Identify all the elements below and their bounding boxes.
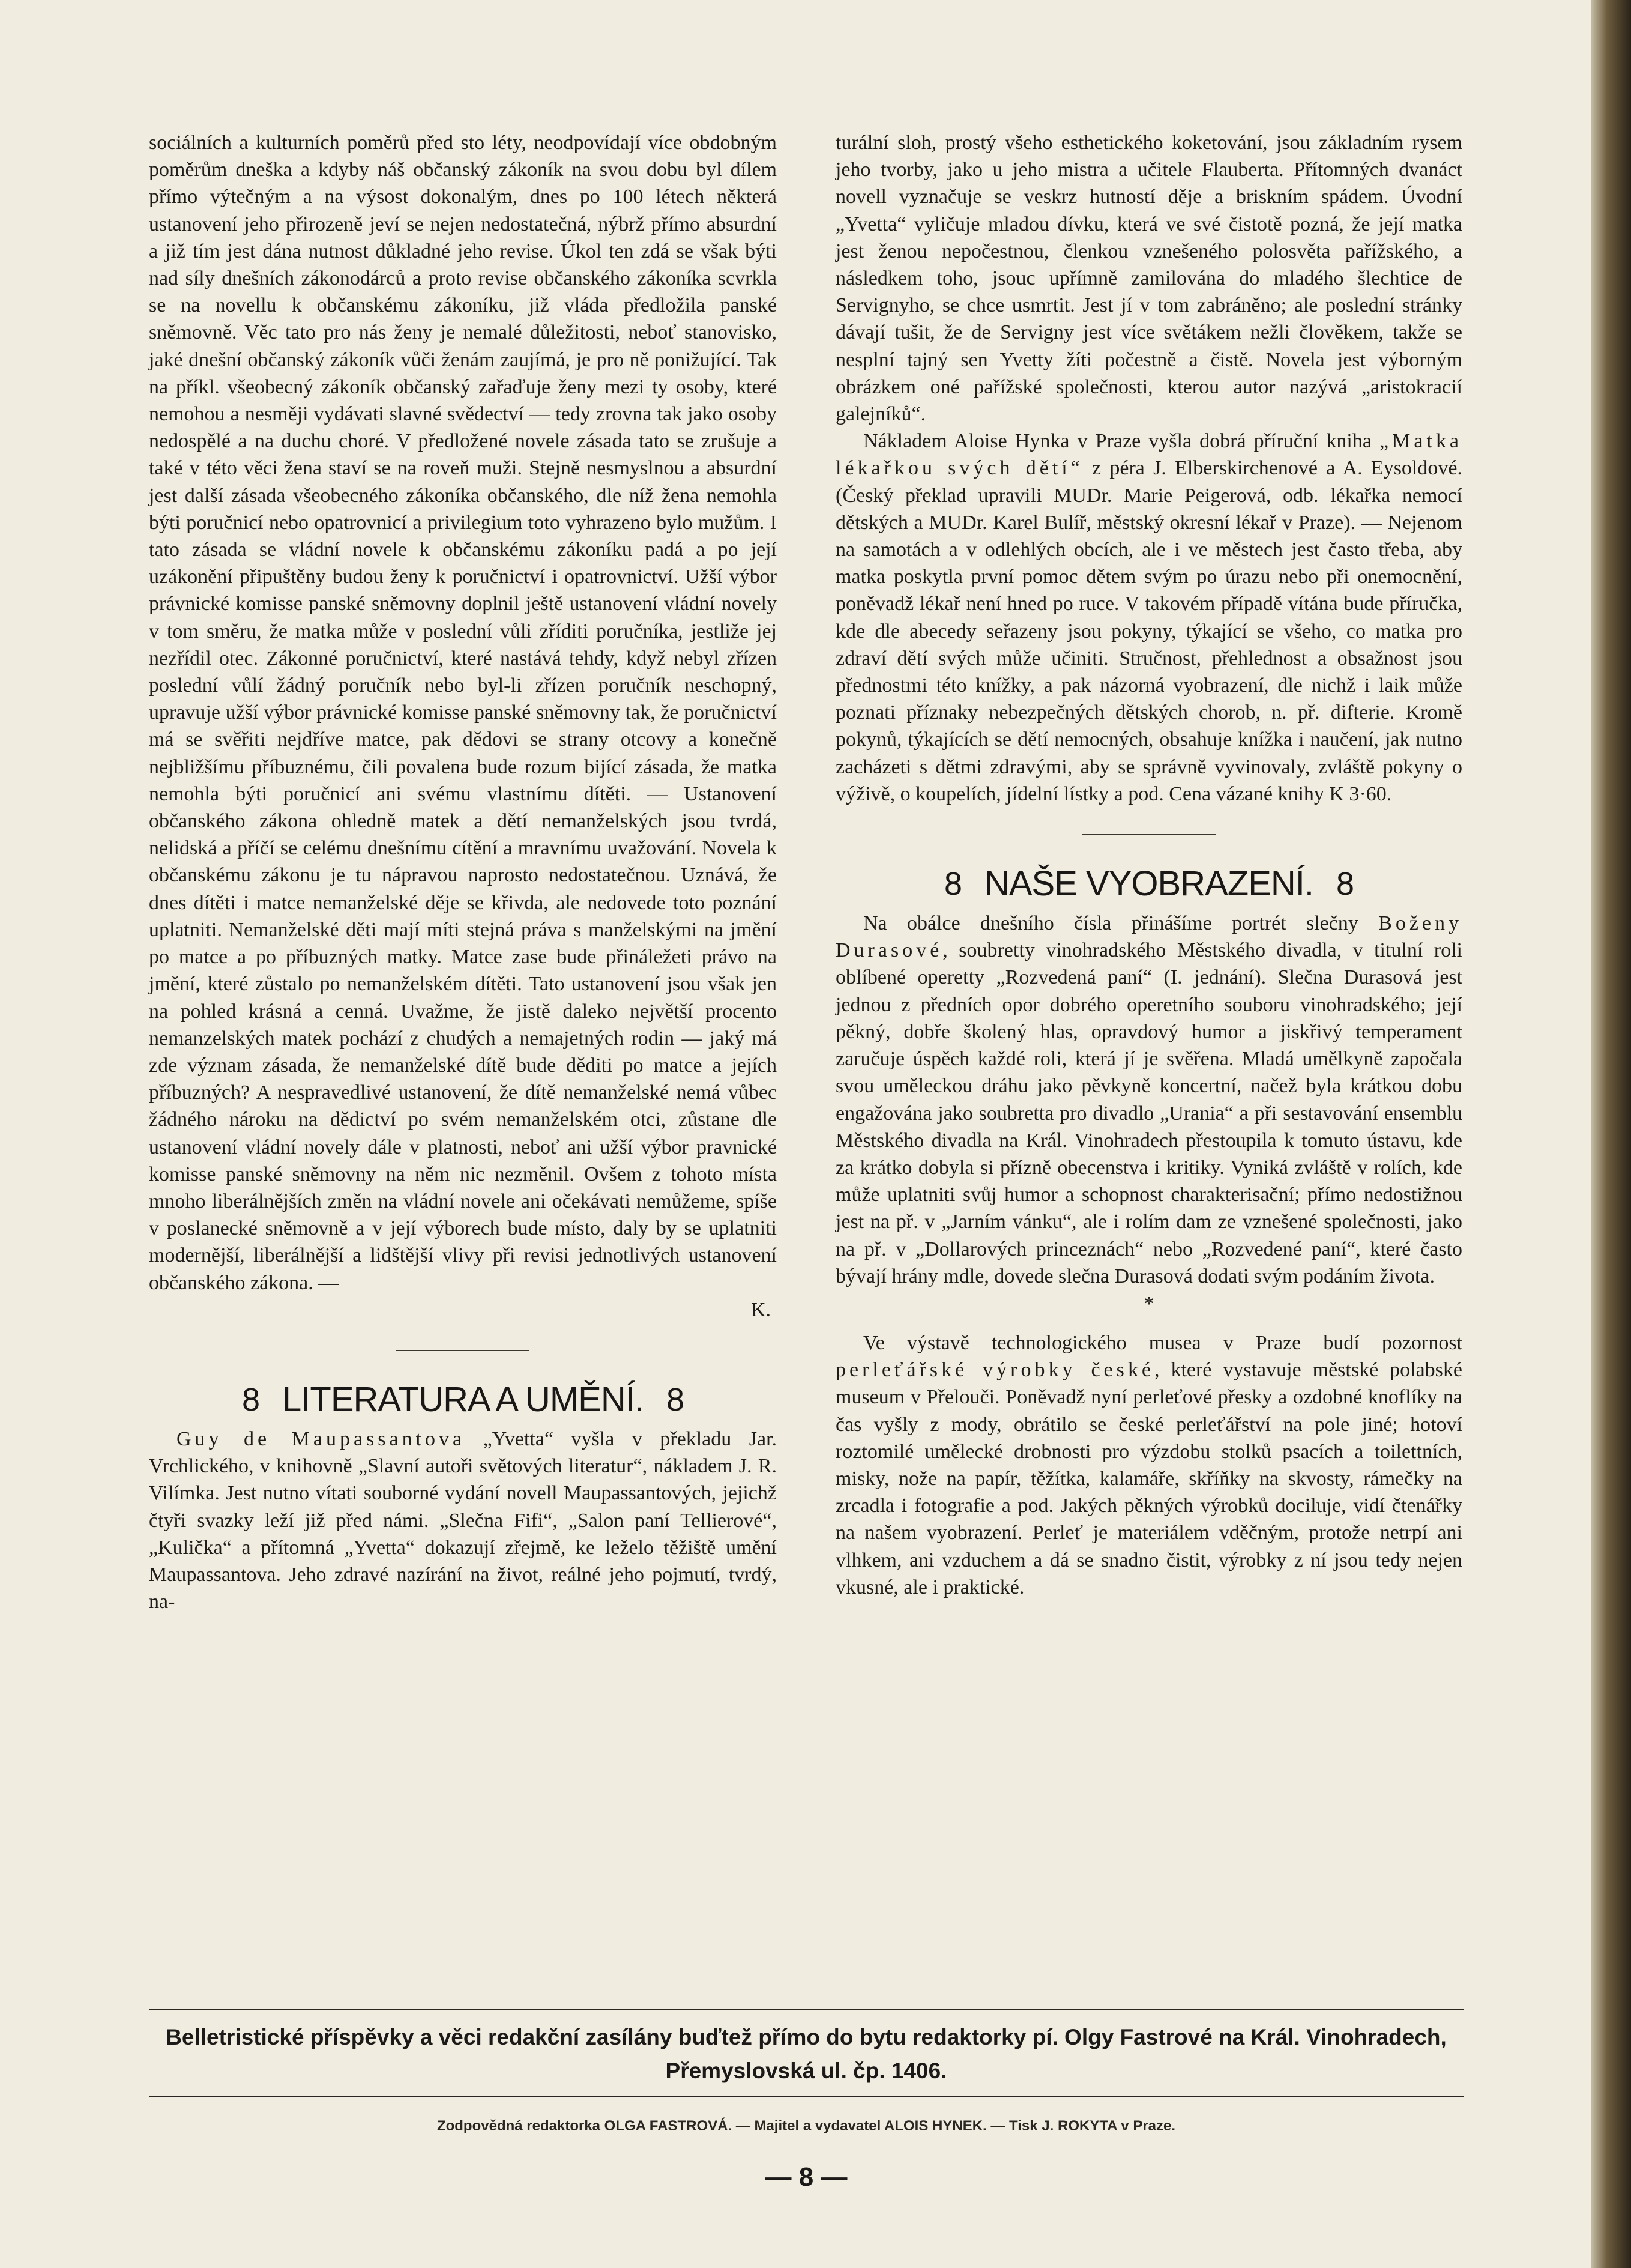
book-spine-edge — [1591, 0, 1631, 2268]
exhibit-title: perleťářské výrobky české — [836, 1359, 1154, 1382]
footer-rule-bottom — [149, 2096, 1464, 2097]
ornament-icon: 8 — [1336, 866, 1354, 903]
article-signature: K. — [750, 1298, 771, 1321]
museum-exhibit-paragraph — [836, 1329, 1462, 1601]
actress-name: Boženy Durasové — [836, 912, 1462, 962]
museum-exhibit-text: Ve výstavě technologického musea v Praze budí pozornost — [863, 1331, 1462, 1354]
book-review-paragraph — [836, 428, 1462, 808]
editorial-notice: Belletristické příspěvky a věci redakční zasílány buďtež přímo do bytu redaktorky pí. Olgy Fastrové na Král. Vinohradech, Přemyslovská ul. čp. 1406. — [166, 2025, 1447, 2083]
section-divider — [1082, 834, 1216, 835]
section-heading-literature — [149, 1379, 777, 1421]
museum-exhibit-text: , které vystavuje městské polabské museum v Přelouči. Poněvadž nyní perleťové přesky a ozdobné knoflíky na čas vyšly z mody, obrátilo se české perleťářství na pole jiné; hotoví roztomilé umělecké drobnosti pro výzdobu stolků psacích a toilettních, misky, nože na papír, těžítka, kalamáře, skříňky na skvosty, rámečky na zrcadla i fotografie a pod. Jakých pěkných výrobků dociluje, vidí čtenářky na našem vyobrazení. Perleť je materiálem vděčným, protože netrpí ani vlhkem, ani vzduchem a dá se snadno čistit, výrobky z ní jsou tedy nejen vkusné, ale i praktické. — [836, 1359, 1463, 1598]
publisher-imprint: Zodpovědná redaktorka OLGA FASTROVÁ. — Majitel a vydavatel ALOIS HYNEK. — Tisk J. ROKYTA v Praze. — [436, 2118, 1176, 2134]
left-column — [149, 129, 777, 1615]
section-heading-text: NAŠE VYOBRAZENÍ. — [984, 864, 1314, 904]
literature-review-continued: turální sloh, prostý všeho esthetického koketování, jsou základním rysem jeho tvorby, jako u jeho mistra a učitele Flauberta. Přítomných dvanáct novell vyznačuje se veskrz hutností děje a briskním spádem. Úvodní „Yvetta“ vyličuje mladou dívku, která ve své čistotě pozná, že její matka jest ženou nepočestnou, členkou vznešeného polosvěta pařížského, a následkem toho, jsouc upřímně zamilována do mladého šlechtice de Servignyho, se chce usmrtit. Jest jí v tom zabráněno; ale poslední stránky dávají tušit, že de Servigny jest více světákem nežli člověkem, takže se nesplní tajný sen Yvetty žíti počestně a čistě. Novela jest výborným obrázkem oné pařížské společnosti, kterou autor nazývá „aristokracií galejníků“. — [836, 132, 1462, 426]
right-column — [836, 129, 1462, 1601]
section-divider — [396, 1350, 529, 1351]
book-review-text: z péra J. Elberskirchenové a A. Eysoldové. (Český překlad upravili MUDr. Marie Peigerová, odb. lékařka nemocí dětských a MUDr. Karel Bulíř, městský okresní lékař v Praze). — Nejenom na samotách a v odlehlých obcích, ale i ve městech jest často třeba, aby matka poskytla první pomoc dětem svým po úrazu nebo při onemocnění, poněvadž lékař není hned po ruce. V takovém případě vítána bude příručka, kde dle abecedy seřazeny jsou pokyny, týkající se všeho, co matka pro zdraví dětí svých může učiniti. Stručnost, přehlednost a obsažnost jsou přednostmi této knížky, a pak názorná vyobrazení, dle nichž i laik může poznati příznaky nebezpečných dětských chorob, n. př. difterie. Kromě pokynů, týkajících se dětí nemocných, obsahuje knížka i naučení, jak nutno zacházeti s dětmi zdravými, aby se správně vyvinovaly, zvláště pokyny o výživě, o koupelích, jídelní lístky a pod. Cena vázané knihy K 3·60. — [836, 457, 1462, 805]
ornament-icon: 8 — [241, 1381, 260, 1418]
author-name: Guy de Maupassantova — [176, 1427, 466, 1450]
book-title: „Matka lékařkou svých dětí“ — [836, 430, 1462, 480]
ornament-icon: 8 — [944, 866, 962, 903]
literature-review-text: „Yvetta“ vyšla v překladu Jar. Vrchlického, v knihovně „Slavní autoři světových literatur“, nákladem J. R. Vilímka. Jest nutno vítati souborné vydání novell Maupassantových, jejichž čtyři svazky leží již před námi. „Slečna Fifi“, „Salon paní Tellierové“, „Kulička“ a přítomná „Yvetta“ dokazují zřejmě, ke leželo těžiště umění Maupassantova. Jeho zdravé nazírání na život, reálné jeho pojmutí, tvrdý, na- — [149, 1427, 777, 1613]
footer-rule-top — [149, 2009, 1464, 2010]
cover-portrait-text: , soubretty vinohradského Městského divadla, v titulní roli oblíbené operetty „Rozvedená paní“ (I. jednání). Slečna Durasová jest jednou z předních opor dobrého operetního souboru vinohradského; její pěkný, dobře školený hlas, opravdový humor a jiskřivý temperament zaručuje úspěch každé roli, která jí je svěřena. Mladá umělkyně započala svou uměleckou dráhu jako pěvkyně koncertní, načež byla krátkou dobu engažována jako soubretta pro divadlo „Urania“ a při sestavování ensemblu Městského divadla na Král. Vinohradech přestoupila k tomuto ústavu, kde za krátko dobyla si přízně obecenstva i kritiky. Vyniká zvláště v rolích, kde může uplatniti svůj humor a schopnost charakterisační; přímo nedostižnou jest na př. v „Jarním vánku“, ale i rolím dam ze vznešené společnosti, jako na př. v „Dollarových princeznách“ nebo „Rozvedené paní“, které často bývají hrány mdle, dovede slečna Durasová dodati svým podáním života. — [836, 939, 1462, 1287]
book-review-text: Nákladem Aloise Hynka v Praze vyšla dobrá příruční kniha — [863, 430, 1380, 453]
cover-portrait-text: Na obálce dnešního čísla přinášíme portrét slečny — [863, 912, 1379, 935]
section-heading-illustrations — [836, 863, 1462, 905]
ornament-icon: 8 — [666, 1381, 684, 1418]
law-article-text: sociálních a kulturních poměrů před sto léty, neodpovídají více obdobným poměrům dneška a kdyby náš občanský zákoník na svou dobu byl dílem přímo výtečným a na výsost dokonalým, dnes po 100 létech některá ustanovení jeho přirozeně jeví se nejen nedostatečná, nýbrž přímo absurdní a již tím jest dána nutnost důkladné jeho revise. Úkol ten zdá se však býti nad síly dnešních zákonodárců a proto revise občanského zákoníka scvrkla se na novellu k občanskému zákoníku, již vláda předložila panské sněmovně. Věc tato pro nás ženy je nemalé důležitosti, neboť stanovisko, jaké dnešní občanský zákoník vůči ženám zaujímá, je pro ně ponižující. Tak na příkl. všeobecný zákoník občanský zařaďuje ženy mezi ty osoby, které nemohou a nesměji vydávati slavné svědectví — tedy zrovna tak jako osoby nedospělé a na duchu choré. V předložené novele zásada tato se zrušuje a také v této věci žena staví se na roveň muži. Stejně nesmyslnou a absurdní jest další zásada všeobecného zákoníka občanského, dle níž žena nemohla býti poručnicí nebo opatrovnicí a privilegium toto vyhrazeno bylo mužům. I tato zásada se vládní novele k občanskému zákoníku padá a po její uzákonění připuštěny budou ženy k poručnictví i opatrovnictví. Užší výbor právnické komisse panské sněmovny doplnil ještě ustanovení vládní novely v tom směru, že matka může v poslední vůli zříditi poručníka, jestliže jej nezřídil otec. Zákonné poručnictví, které nastává tehdy, když nebyl zřízen poslední vůlí žádný poručník nebo byl-li zřízen poručník neschopný, upravuje užší výbor právnické komisse panské sněmovny tak, že poručnictví má se svěřiti nejdříve matce, pak dědovi se strany otcovy a konečně nejbližšímu příbuznému, čili povalena bude rozum bijící zásada, že matka nemohla býti poručnicí ani svému vlastnímu dítěti. — Ustanovení občanského zákona ohledně matek a dětí nemanželských jsou tvrdá, nelidská a příčí se celému dnešnímu cítění a mravnímu uvažování. Novela k občanskému zákonu je tu nápravou naprosto nedostatečnou. Uznává, že dnes dítěti i matce nemanželské děje se křivda, ale nedovede toto poznání uplatniti. Nemanželské děti mají míti stejná práva s manželskými na jmění po matce a po příbuzných matky. Matce zase bude přináležeti právo na jmění, které zůstalo po nemanželském dítěti. Tato ustanovení jsou však jen na pohled krásná a cenná. Uvažme, že jistě daleko největší procento nemanzelských matek pochází z chudých a nemajetných rodin — jaký má zde význam zásada, že nemanželské dítě bude děditi po matce a jejích příbuzných? A nespravedlivé ustanovení, že dítě nemanželské nemá vůbec žádného nároku na dědictví po svém nemanželském otci, zůstane dle ustanovení vládní novely dále v platnosti, neboť ani užší výbor pravnické komisse panské sněmovny na něm nic nezměnil. Ovšem z tohoto místa mnoho liberálnějších změn na vládní novele ani očekávati nemůžeme, spíše v poslanecké sněmovně a v její výborech bude místo, daly by se uplatniti modernější, liberálnější a lidštější vlivy při revisi jednotlivých ustanovení občanského zákona. — — [149, 132, 777, 1294]
literature-review-start — [149, 1426, 777, 1615]
cover-portrait-paragraph — [836, 910, 1462, 1290]
page-number: — 8 — — [765, 2162, 848, 2192]
section-heading-text: LITERATURA A UMĚNÍ. — [282, 1379, 644, 1419]
asterisk-separator: * — [1144, 1292, 1154, 1315]
